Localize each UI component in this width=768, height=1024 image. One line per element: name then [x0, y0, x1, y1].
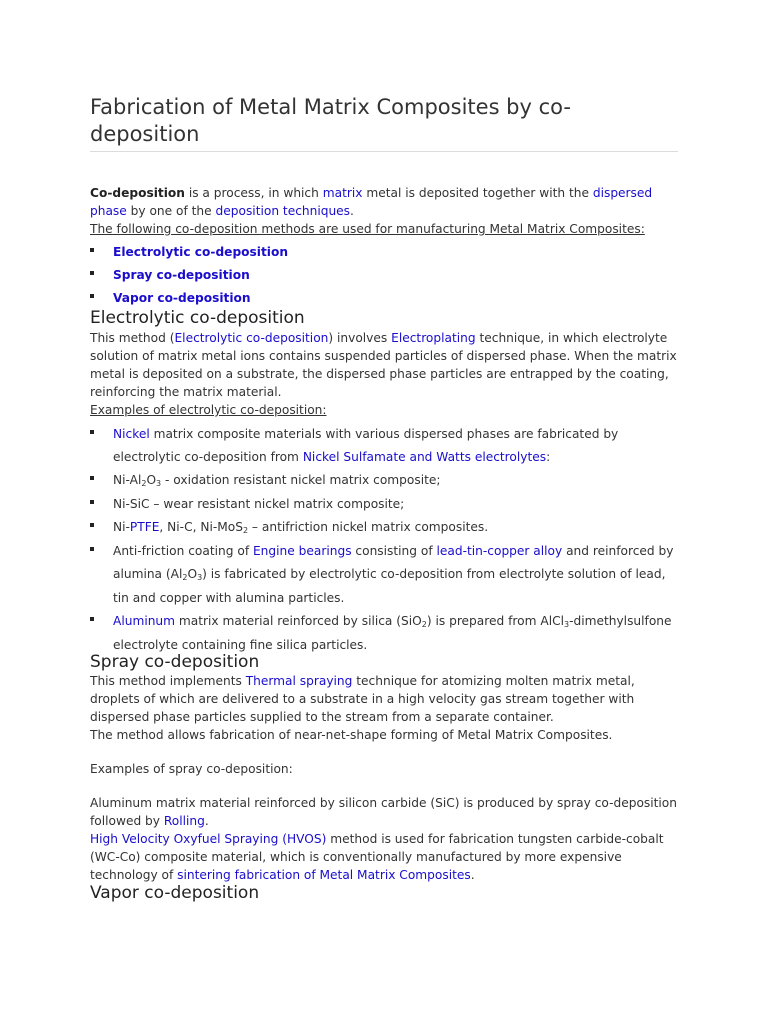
text: .	[204, 814, 209, 828]
list-item	[90, 610, 680, 657]
electrolytic-paragraph	[90, 329, 680, 419]
bullet-icon	[90, 430, 94, 434]
bullet-icon	[90, 476, 94, 480]
link-matrix[interactable]: matrix	[322, 186, 363, 200]
list-item	[90, 493, 680, 516]
spray-examples	[90, 794, 680, 884]
link-deposition-techniques[interactable]: deposition techniques	[215, 204, 351, 218]
link-hvos[interactable]: High Velocity Oxyfuel Spraying (HVOS)	[90, 832, 327, 846]
examples-label: Examples of electrolytic co-deposition:	[90, 403, 327, 417]
list-item	[90, 423, 680, 469]
list-item	[90, 469, 680, 493]
text: - oxidation resistant nickel matrix composite;	[161, 473, 441, 487]
bullet-icon	[90, 523, 94, 527]
spray-examples-label: Examples of spray co-deposition:	[90, 762, 293, 776]
electrolytic-examples	[90, 423, 680, 657]
text: Ni-Al	[113, 473, 142, 487]
text: , Ni-C, Ni-MoS	[159, 520, 243, 534]
text: This method implements	[90, 674, 246, 688]
text: The method allows fabrication of near-net-shape forming of Metal Matrix Composites.	[90, 728, 613, 742]
text: ) is prepared from AlCl	[426, 614, 564, 628]
text: matrix composite materials with various dispersed phases are fabricated by electrolytic co-deposition from	[113, 427, 619, 464]
toc-link-electrolytic[interactable]: Electrolytic co-deposition	[113, 245, 289, 259]
link-electroplating[interactable]: Electroplating	[391, 331, 476, 345]
page-title: Fabrication of Metal Matrix Composites by co-deposition	[90, 94, 678, 152]
heading-spray: Spray co-deposition	[90, 652, 260, 672]
intro-paragraph	[90, 184, 680, 238]
link-ptfe[interactable]: PTFE	[129, 520, 160, 534]
intro-text: metal is deposited together with the	[362, 186, 593, 200]
bullet-icon	[90, 617, 94, 621]
subscript: 2	[421, 620, 427, 629]
text: Ni-	[113, 520, 130, 534]
text: method is used for fabrication tungsten carbide-cobalt (WC-Co) composite material, which is conventionally manufactured by more expensive technology of	[90, 832, 664, 882]
bullet-icon	[90, 294, 94, 298]
text: ) is fabricated by electrolytic co-deposition from electrolyte solution of lead, tin and copper with alumina particles.	[113, 567, 666, 605]
text: and reinforced by alumina (Al	[113, 544, 674, 581]
intro-text: by one of the	[126, 204, 216, 218]
text: This method (	[90, 331, 175, 345]
heading-electrolytic: Electrolytic co-deposition	[90, 308, 305, 328]
subscript: 2	[182, 573, 188, 582]
intro-text: is a process, in which	[184, 186, 323, 200]
subscript: 3	[563, 620, 570, 629]
link-sintering-fabrication[interactable]: sintering fabrication of Metal Matrix Composites	[177, 868, 471, 882]
subscript: 3	[197, 573, 203, 582]
text: ) involves	[328, 331, 392, 345]
list-item	[90, 241, 680, 264]
text: Aluminum matrix material reinforced by silicon carbide (SiC) is produced by spray co-deposition followed by	[90, 796, 677, 828]
link-thermal-spraying[interactable]: Thermal spraying	[245, 674, 353, 688]
methods-line: The following co-deposition methods are used for manufacturing Metal Matrix Composites:	[90, 222, 645, 236]
link-aluminum[interactable]: Aluminum	[113, 614, 176, 628]
text: consisting of	[351, 544, 437, 558]
text: Anti-friction coating of	[113, 544, 253, 558]
text: technique for atomizing molten matrix metal, droplets of which are delivered to a substrate in a high velocity gas stream together with dispersed phase particles supplied to the stream from a separate container.	[90, 674, 635, 724]
bullet-icon	[90, 500, 94, 504]
intro-text: .	[350, 204, 354, 218]
link-engine-bearings[interactable]: Engine bearings	[252, 544, 352, 558]
list-item	[90, 516, 680, 540]
bullet-icon	[90, 271, 94, 275]
text: .	[470, 868, 475, 882]
list-item	[90, 264, 680, 287]
subscript: 3	[156, 479, 162, 488]
text: :	[546, 450, 551, 464]
toc-link-spray[interactable]: Spray co-deposition	[113, 268, 250, 282]
bullet-icon	[90, 248, 94, 252]
list-item	[90, 540, 680, 610]
spray-paragraph	[90, 672, 680, 744]
methods-list	[90, 241, 680, 310]
text: O	[187, 567, 198, 581]
link-electrolytic-co-deposition[interactable]: Electrolytic co-deposition	[174, 331, 329, 345]
text: Ni-SiC – wear resistant nickel matrix composite;	[113, 497, 405, 511]
text: matrix material reinforced by silica (SiO	[175, 614, 422, 628]
link-nickel-electrolytes[interactable]: Nickel Sulfamate and Watts electrolytes	[302, 450, 547, 464]
link-lead-tin-copper-alloy[interactable]: lead-tin-copper alloy	[436, 544, 563, 558]
text: O	[146, 473, 157, 487]
link-nickel[interactable]: Nickel	[113, 427, 150, 441]
link-dispersed-phase[interactable]: dispersed phase	[90, 186, 653, 218]
link-rolling[interactable]: Rolling	[163, 814, 205, 828]
bullet-icon	[90, 547, 94, 551]
intro-term: Co-deposition	[90, 186, 185, 200]
toc-link-vapor[interactable]: Vapor co-deposition	[113, 291, 251, 305]
subscript: 2	[242, 526, 249, 535]
text: – antifriction nickel matrix composites.	[248, 520, 489, 534]
heading-vapor: Vapor co-deposition	[90, 883, 260, 903]
text: -dimethylsulfone electrolyte containing fine silica particles.	[113, 614, 672, 652]
text: technique, in which electrolyte solution of matrix metal ions contains suspended particles of dispersed phase. When the matrix metal is deposited on a substrate, the dispersed phase particles are entrapped by the coating, reinforcing the matrix material.	[90, 331, 677, 399]
subscript: 2	[141, 479, 147, 488]
